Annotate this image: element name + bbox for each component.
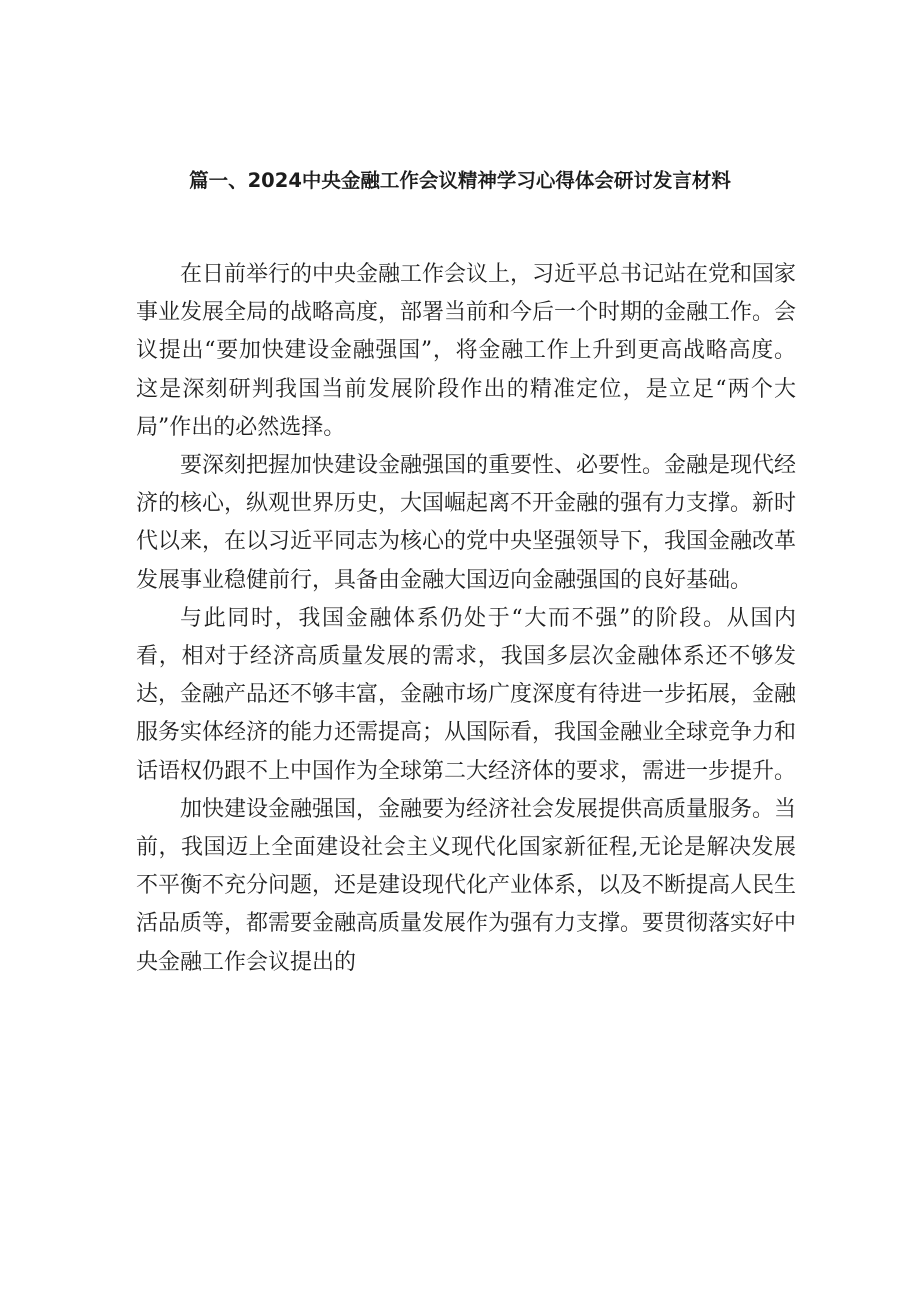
paragraph-3: 与此同时，我国金融体系仍处于“大而不强”的阶段。从国内看，相对于经济高质量发展的需求，我国多层次金融体系还不够发达，金融产品还不够丰富，金融市场广度深度有待进一步拓展，金融服务实体经济的能力还需提高；从国际看，我国金融业全球竞争力和话语权仍跟不上中国作为全球第二大经济体的要求，需进一步提升。 <box>136 605 797 784</box>
document-title: 篇一、2024中央金融工作会议精神学习心得体会研讨发言材料 <box>189 169 731 192</box>
paragraph-2: 要深刻把握加快建设金融强国的重要性、必要性。金融是现代经济的核心，纵观世界历史，大国崛起离不开金融的强有力支撑。新时代以来，在以习近平同志为核心的党中央坚强领导下，我国金融改革发展事业稳健前行，具备由金融大国迈向金融强国的良好基础。 <box>136 453 797 593</box>
document-body <box>136 256 796 982</box>
paragraph-4: 加快建设金融强国，金融要为经济社会发展提供高质量服务。当前，我国迈上全面建设社会主义现代化国家新征程,无论是解决发展不平衡不充分问题，还是建设现代化产业体系，以及不断提高人民生活品质等，都需要金融高质量发展作为强有力支撑。要贯彻落实好中央金融工作会议提出的 <box>136 796 797 975</box>
paragraph-1: 在日前举行的中央金融工作会议上，习近平总书记站在党和国家事业发展全局的战略高度，部署当前和今后一个时期的金融工作。会议提出“要加快建设金融强国”，将金融工作上升到更高战略高度。这是深刻研判我国当前发展阶段作出的精准定位，是立足“两个大局”作出的必然选择。 <box>136 262 797 440</box>
